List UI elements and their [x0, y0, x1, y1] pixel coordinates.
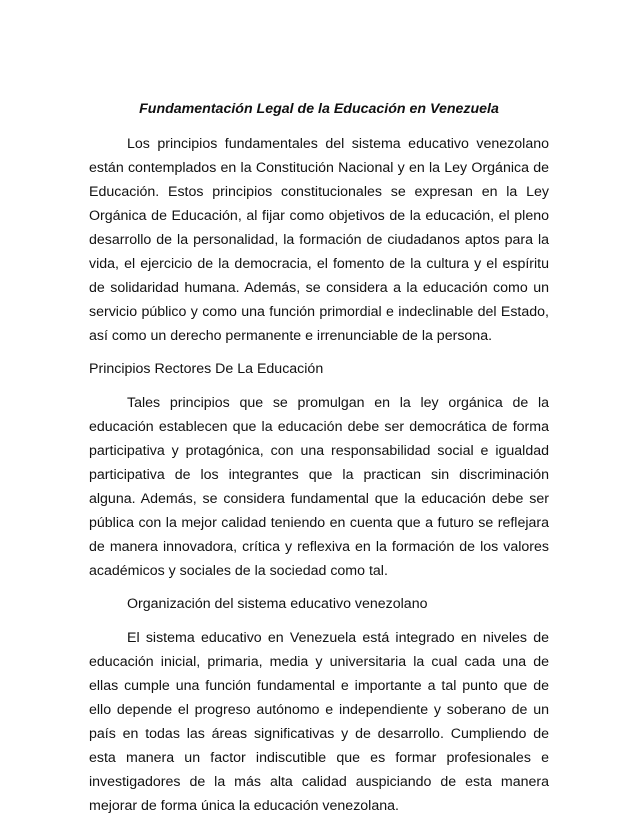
document-title: Fundamentación Legal de la Educación en Venezuela: [139, 101, 499, 117]
section-heading-organizacion: Organización del sistema educativo venezolano: [127, 596, 428, 612]
document-body: [89, 98, 549, 827]
section-heading-principios: Principios Rectores De La Educación: [89, 361, 324, 377]
paragraph-intro: Los principios fundamentales del sistema educativo venezolano están contemplados en la Constitución Nacional y en la Ley Orgánica de Educación. Estos principios constitucionales se expresan en la Ley Orgánica de Educación, al fijar como objetivos de la educación, el pleno desarrollo de la personalidad, la formación de ciudadanos aptos para la vida, el ejercicio de la democracia, el fomento de la cultura y el espíritu de solidaridad humana. Además, se considera a la educación como un servicio público y como una función primordial e indeclinable del Estado, así como un derecho permanente e irrenunciable de la persona.: [89, 136, 549, 344]
paragraph-principios: Tales principios que se promulgan en la ley orgánica de la educación establecen que la educación debe ser democrática de forma participativa y protagónica, con una responsabilidad social e igualdad participativa de los integrantes que la practican sin discriminación alguna. Además, se considera fundamental que la educación debe ser pública con la mejor calidad teniendo en cuenta que a futuro se reflejara de manera innovadora, crítica y reflexiva en la formación de los valores académicos y sociales de la sociedad como tal.: [89, 395, 549, 579]
paragraph-organizacion: El sistema educativo en Venezuela está integrado en niveles de educación inicial, primaria, media y universitaria la cual cada una de ellas cumple una función fundamental e importante a tal punto que de ello depende el progreso autónomo e independiente y soberano de un país en todas las áreas significativas y de desarrollo. Cumpliendo de esta manera un factor indiscutible que es formar profesionales e investigadores de la más alta calidad auspiciando de esta manera mejorar de forma única la educación venezolana.: [89, 630, 549, 814]
